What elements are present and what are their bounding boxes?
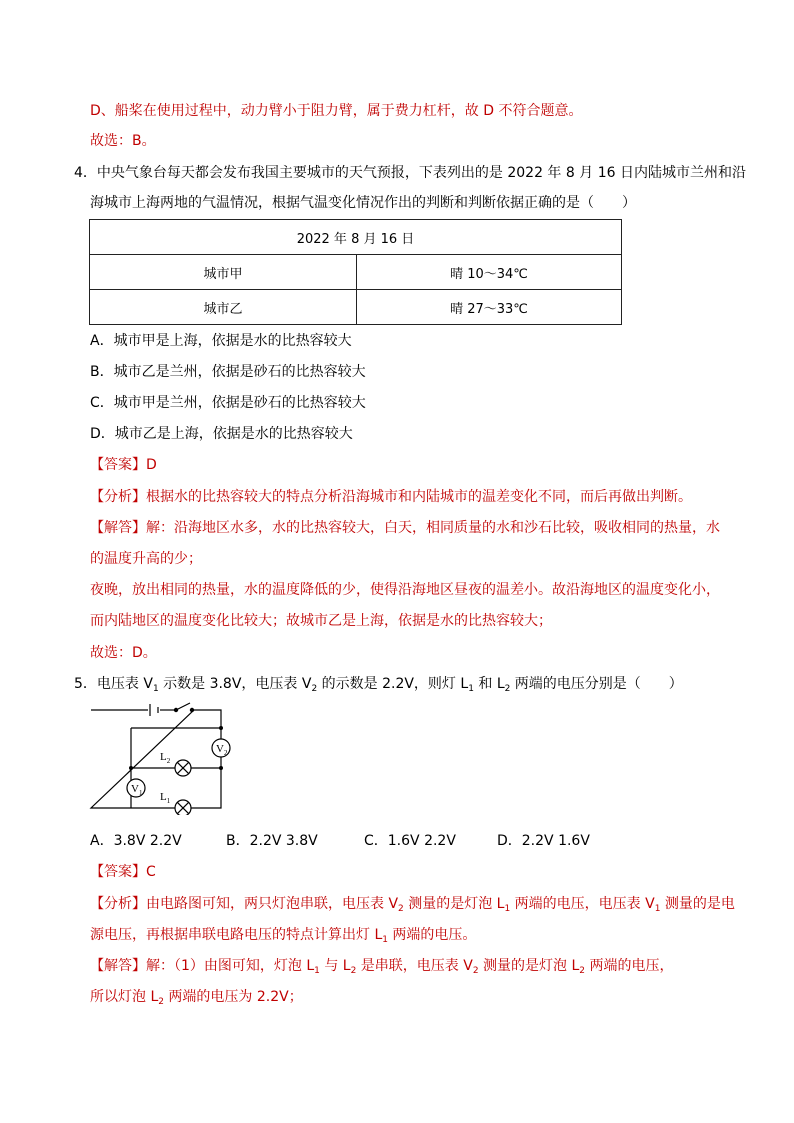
q4-solution-line3: 夜晚，放出相同的热量，水的温度降低的少，使得沿海地区昼夜的温差小。故沿海地区的温度变化小， bbox=[90, 582, 720, 598]
q4-solution-line4: 而内陆地区的温度变化比较大；故城市乙是上海，依据是水的比热容较大； bbox=[90, 613, 552, 629]
answer-value: D bbox=[146, 457, 157, 473]
table-cell-weather: 晴 10～34℃ bbox=[357, 255, 622, 290]
analysis-text: 根据水的比热容较大的特点分析沿海城市和内陆城市的温差变化不同，而后再做出判断。 bbox=[146, 489, 692, 505]
v2-label: $V_2$ bbox=[216, 743, 228, 757]
l2-label: $L_2$ bbox=[160, 751, 171, 765]
table-cell-city: 城市乙 bbox=[90, 290, 357, 325]
q5-option-d: D．2.2V 1.6V bbox=[497, 833, 590, 849]
solution-tag: 【解答】 bbox=[90, 520, 146, 536]
q4-stem-line2: 海城市上海两地的气温情况，根据气温变化情况作出的判断和判断依据正确的是（ ） bbox=[90, 195, 636, 211]
solution-tag: 【解答】 bbox=[90, 958, 146, 974]
q4-option-b: B．城市乙是兰州，依据是砂石的比热容较大 bbox=[90, 364, 366, 380]
table-row bbox=[90, 290, 622, 325]
q4-answer bbox=[90, 455, 157, 475]
analysis-tag: 【分析】 bbox=[90, 896, 146, 912]
v1-label: $V_1$ bbox=[131, 783, 143, 797]
q5-solution-line2: 所以灯泡 $L_2$ 两端的电压为 2.2V； bbox=[90, 989, 303, 1007]
q5-option-a: A．3.8V 2.2V bbox=[90, 833, 182, 849]
q4-option-a: A．城市甲是上海，依据是水的比热容较大 bbox=[90, 333, 352, 349]
weather-table bbox=[89, 219, 622, 325]
answer-value: C bbox=[146, 864, 156, 880]
answer-tag: 【答案】 bbox=[90, 457, 146, 473]
q4-solution-line2: 的温度升高的少； bbox=[90, 551, 202, 567]
circuit-diagram bbox=[86, 700, 236, 815]
q4-analysis bbox=[90, 487, 692, 507]
q4-solution-line1 bbox=[90, 518, 720, 538]
analysis-tag: 【分析】 bbox=[90, 489, 146, 505]
q4-option-c: C．城市甲是兰州，依据是砂石的比热容较大 bbox=[90, 395, 366, 411]
prev-option-d-explanation: D、船桨在使用过程中，动力臂小于阻力臂，属于费力杠杆，故 D 不符合题意。 bbox=[90, 103, 583, 119]
q5-option-c: C．1.6V 2.2V bbox=[364, 833, 456, 849]
q4-choose: 故选：D。 bbox=[90, 645, 157, 661]
weather-table-header: 2022 年 8 月 16 日 bbox=[90, 220, 622, 255]
answer-tag: 【答案】 bbox=[90, 864, 146, 880]
l1-label: $L_1$ bbox=[160, 791, 171, 805]
q5-analysis-line1: 【分析】由电路图可知，两只灯泡串联，电压表 $V_2$ 测量的是灯泡 $L_1$ 两端的电压，电压表 $V_1$ 测量的是电 bbox=[90, 896, 735, 914]
table-cell-city: 城市甲 bbox=[90, 255, 357, 290]
q4-option-d: D．城市乙是上海，依据是水的比热容较大 bbox=[90, 426, 353, 442]
table-row bbox=[90, 255, 622, 290]
q5-option-b: B．2.2V 3.8V bbox=[226, 833, 318, 849]
table-cell-weather: 晴 27～33℃ bbox=[357, 290, 622, 325]
solution-text: 解：沿海地区水多，水的比热容较大，白天，相同质量的水和沙石比较，吸收相同的热量，水 bbox=[146, 520, 720, 536]
q4-stem-line1: 4．中央气象台每天都会发布我国主要城市的天气预报，下表列出的是 2022 年 8 月 16 日内陆城市兰州和沿 bbox=[74, 165, 746, 181]
q5-analysis-line2: 源电压，再根据串联电路电压的特点计算出灯 $L_1$ 两端的电压。 bbox=[90, 927, 477, 945]
q5-solution-line1: 【解答】解：（1）由图可知，灯泡 $L_1$ 与 $L_2$ 是串联，电压表 $V_2$ 测量的是灯泡 $L_2$ 两端的电压， bbox=[90, 958, 674, 976]
q5-answer bbox=[90, 862, 156, 882]
q5-stem: 5．电压表 $V_1$ 示数是 3.8V，电压表 $V_2$ 的示数是 2.2V，则灯 $L_1$ 和 $L_2$ 两端的电压分别是（ ） bbox=[74, 676, 683, 694]
prev-choose: 故选：B。 bbox=[90, 133, 156, 149]
